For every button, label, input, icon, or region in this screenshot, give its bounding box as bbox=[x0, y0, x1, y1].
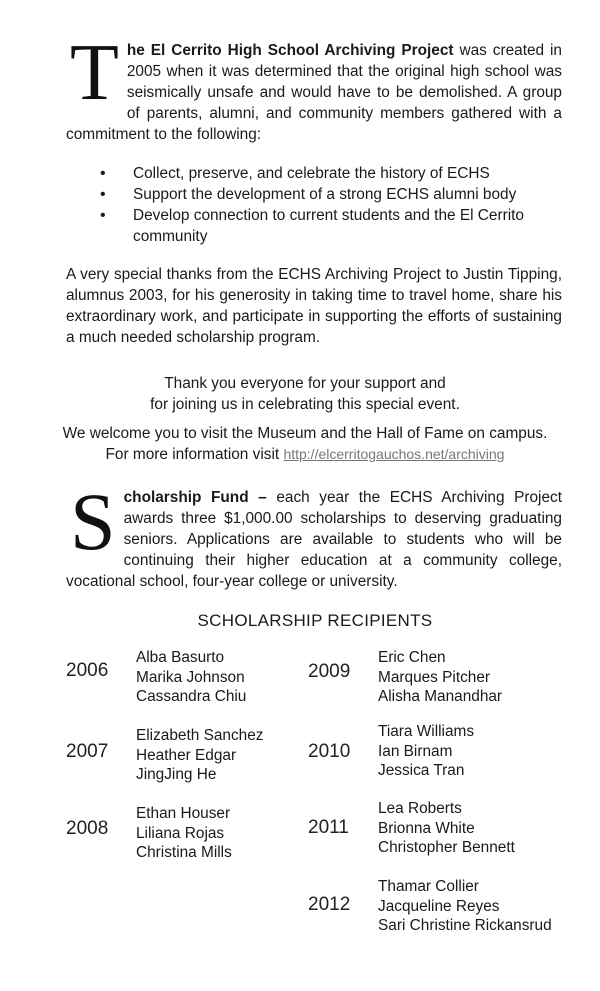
list-item: • Collect, preserve, and celebrate the history of ECHS bbox=[100, 165, 490, 182]
commitment-list bbox=[100, 163, 540, 247]
scholarship-paragraph bbox=[66, 476, 562, 592]
recipient-year: 2011 bbox=[308, 817, 349, 838]
project-title: he El Cerrito High School Archiving Project bbox=[126, 42, 454, 59]
thank-you-message bbox=[40, 373, 570, 415]
recipient-year: 2009 bbox=[308, 661, 351, 682]
bullet-icon: • bbox=[100, 165, 106, 182]
welcome-message bbox=[40, 423, 570, 465]
scholarship-text: each year the ECHS Archiving Project awards three $1,000.00 scholarships to deserving graduating seniors. Applications are available to students who will be continuing their higher education at a community college, vocational school, four-year college or university. bbox=[66, 489, 562, 590]
intro-dropcap: T bbox=[70, 29, 119, 117]
recipient-year: 2010 bbox=[308, 741, 351, 762]
recipient-names: Eric Chen Marques Pitcher Alisha Manandhar bbox=[378, 649, 503, 705]
scholarship-lead: cholarship Fund – bbox=[123, 489, 267, 506]
recipient-year: 2007 bbox=[66, 741, 109, 762]
recipient-names: Ethan Houser Liliana Rojas Christina Mills bbox=[136, 805, 232, 861]
recipient-year: 2008 bbox=[66, 818, 109, 839]
intro-paragraph bbox=[66, 29, 562, 145]
thanks-paragraph: A very special thanks from the ECHS Archiving Project to Justin Tipping, alumnus 2003, for his generosity in taking time to travel home, share his extraordinary work, and participate in supporting the efforts of sustaining a much needed scholarship program. bbox=[66, 266, 562, 346]
thank-you-line-2: for joining us in celebrating this special event. bbox=[150, 396, 460, 413]
bullet-icon: • bbox=[100, 186, 106, 203]
recipient-names: Thamar Collier Jacqueline Reyes Sari Christine Rickansrud bbox=[378, 878, 552, 934]
recipient-names: Alba Basurto Marika Johnson Cassandra Chiu bbox=[136, 649, 247, 705]
intro-text: was created in 2005 when it was determined that the original high school was seismically unsafe and would have to be demolished. A group of parents, alumni, and community members gathered with a commitment to the following: bbox=[66, 42, 562, 143]
archiving-link[interactable]: http://elcerritogauchos.net/archiving bbox=[283, 446, 505, 462]
recipient-names: Lea Roberts Brionna White Christopher Bennett bbox=[378, 800, 515, 856]
bullet-icon: • bbox=[100, 207, 106, 224]
recipient-names: Elizabeth Sanchez Heather Edgar JingJing He bbox=[136, 727, 264, 783]
recipients-heading: SCHOLARSHIP RECIPIENTS bbox=[197, 611, 433, 630]
recipient-year: 2006 bbox=[66, 660, 109, 681]
recipient-year: 2012 bbox=[308, 894, 351, 915]
scholarship-dropcap: S bbox=[70, 476, 116, 567]
welcome-line-1: We welcome you to visit the Museum and the Hall of Fame on campus. bbox=[62, 425, 548, 442]
list-item: • Support the development of a strong ECHS alumni body bbox=[100, 186, 517, 203]
recipient-names: Tiara Williams Ian Birnam Jessica Tran bbox=[378, 723, 475, 779]
welcome-line-2: For more information visit http://elcerritogauchos.net/archiving bbox=[105, 446, 505, 463]
list-item: • Develop connection to current students and the El Cerrito community bbox=[100, 207, 524, 245]
thank-you-line-1: Thank you everyone for your support and bbox=[164, 375, 446, 392]
